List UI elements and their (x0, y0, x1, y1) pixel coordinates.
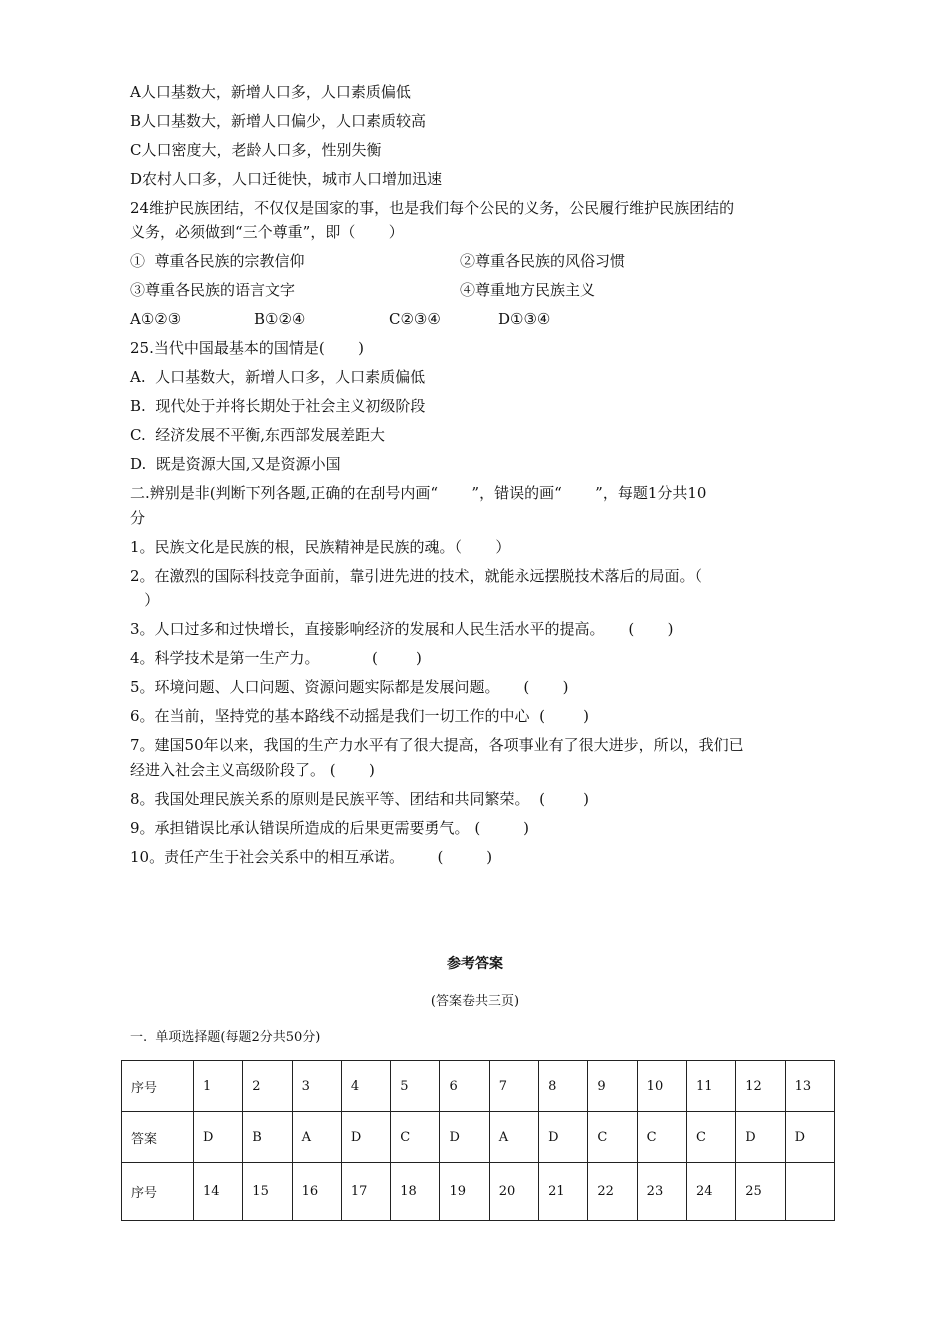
judge-item-1: 1。民族文化是民族的根，民族精神是民族的魂。（ ） (130, 538, 511, 556)
table-cell: 3 (292, 1061, 341, 1112)
table-cell: D (785, 1112, 834, 1163)
table-cell: 19 (440, 1163, 489, 1221)
table-cell: 8 (539, 1061, 588, 1112)
q24-choice-c: C②③④ (389, 310, 441, 328)
table-cell: 11 (686, 1061, 735, 1112)
q23-option-b: B人口基数大，新增人口偏少，人口素质较高 (130, 112, 427, 130)
table-cell: 21 (539, 1163, 588, 1221)
table-cell: C (686, 1112, 735, 1163)
table-cell: D (440, 1112, 489, 1163)
judge-item-6: 6。在当前，坚持党的基本路线不动摇是我们一切工作的中心 ( ) (130, 707, 589, 725)
table-cell: D (736, 1112, 785, 1163)
answers-subtitle: (答案卷共三页) (430, 994, 520, 1009)
judge-item-4: 4。科学技术是第一生产力。 ( ) (130, 649, 422, 667)
table-cell: 17 (341, 1163, 390, 1221)
table-cell: 15 (243, 1163, 292, 1221)
q23-option-d: D农村人口多，人口迁徙快，城市人口增加迅速 (130, 170, 443, 188)
answers-section-heading: 一. 单项选择题(每题2分共50分) (130, 1030, 321, 1045)
q24-item-4: ④尊重地方民族主义 (460, 281, 596, 299)
judge-heading-line2: 分 (130, 509, 146, 527)
table-cell: D (539, 1112, 588, 1163)
table-cell: 25 (736, 1163, 785, 1221)
table-cell: D (194, 1112, 243, 1163)
table-cell: C (637, 1112, 686, 1163)
judge-heading-line1: 二.辨别是非(判断下列各题,正确的在刮号内画“ ”，错误的画“ ”，每题1分共10 (130, 484, 707, 502)
judge-item-7: 7。建国50年以来，我国的生产力水平有了很大提高，各项事业有了很大进步，所以，我们已 (130, 736, 744, 754)
table-cell: 18 (391, 1163, 440, 1221)
table-cell: A (489, 1112, 538, 1163)
table-cell: 24 (686, 1163, 735, 1221)
table-cell: 23 (637, 1163, 686, 1221)
q24-choice-b: B①②④ (254, 310, 306, 328)
table-cell: 22 (588, 1163, 637, 1221)
table-cell: 10 (637, 1061, 686, 1112)
q24-stem-line2: 义务，必须做到“三个尊重”，即（ ） (130, 223, 404, 241)
q25-option-d: D. 既是资源大国,又是资源小国 (130, 455, 341, 473)
q24-choice-a: A①②③ (130, 310, 182, 328)
q25-option-a: A. 人口基数大，新增人口多，人口素质偏低 (130, 368, 426, 386)
table-cell: A (292, 1112, 341, 1163)
table-cell: D (341, 1112, 390, 1163)
q24-choice-d: D①③④ (498, 310, 551, 328)
table-cell: C (391, 1112, 440, 1163)
q24-item-1: ① 尊重各民族的宗教信仰 (130, 252, 305, 270)
table-cell: 14 (194, 1163, 243, 1221)
table-cell: 1 (194, 1061, 243, 1112)
q25-option-b: B. 现代处于并将长期处于社会主义初级阶段 (130, 397, 426, 415)
table-cell: 9 (588, 1061, 637, 1112)
q25-option-c: C. 经济发展不平衡,东西部发展差距大 (130, 426, 386, 444)
table-row (122, 1163, 835, 1221)
row-label: 答案 (122, 1112, 194, 1163)
table-cell: 12 (736, 1061, 785, 1112)
judge-item-2: 2。在激烈的国际科技竞争面前，靠引进先进的技术，就能永远摆脱技术落后的局面。（ (130, 567, 703, 585)
q24-item-2: ②尊重各民族的风俗习惯 (460, 252, 626, 270)
q24-stem-line1: 24维护民族团结，不仅仅是国家的事，也是我们每个公民的义务，公民履行维护民族团结的 (130, 199, 735, 217)
row-label: 序号 (122, 1163, 194, 1221)
judge-item-9: 9。承担错误比承认错误所造成的后果更需要勇气。 ( ) (130, 819, 529, 837)
table-cell: 5 (391, 1061, 440, 1112)
answer-table (121, 1060, 835, 1221)
judge-item-7-cont: 经进入社会主义高级阶段了。 ( ) (130, 761, 375, 779)
table-cell: 7 (489, 1061, 538, 1112)
judge-item-10: 10。责任产生于社会关系中的相互承诺。 ( ) (130, 848, 493, 866)
judge-item-2-cont: ） (130, 591, 160, 609)
table-row (122, 1061, 835, 1112)
row-label: 序号 (122, 1061, 194, 1112)
table-cell (785, 1163, 834, 1221)
table-cell: 20 (489, 1163, 538, 1221)
table-cell: 16 (292, 1163, 341, 1221)
table-row (122, 1112, 835, 1163)
table-cell: 13 (785, 1061, 834, 1112)
judge-item-5: 5。环境问题、人口问题、资源问题实际都是发展问题。 ( ) (130, 678, 569, 696)
table-cell: B (243, 1112, 292, 1163)
judge-item-3: 3。人口过多和过快增长，直接影响经济的发展和人民生活水平的提高。 ( ) (130, 620, 674, 638)
answers-title: 参考答案 (447, 956, 503, 972)
table-cell: 4 (341, 1061, 390, 1112)
table-cell: 6 (440, 1061, 489, 1112)
q25-stem: 25.当代中国最基本的国情是( ) (130, 339, 364, 357)
judge-item-8: 8。我国处理民族关系的原则是民族平等、团结和共同繁荣。 ( ) (130, 790, 589, 808)
table-cell: 2 (243, 1061, 292, 1112)
table-cell: C (588, 1112, 637, 1163)
q24-item-3: ③尊重各民族的语言文字 (130, 281, 296, 299)
q23-option-c: C人口密度大，老龄人口多，性别失衡 (130, 141, 382, 159)
q23-option-a: A人口基数大，新增人口多，人口素质偏低 (130, 83, 411, 101)
